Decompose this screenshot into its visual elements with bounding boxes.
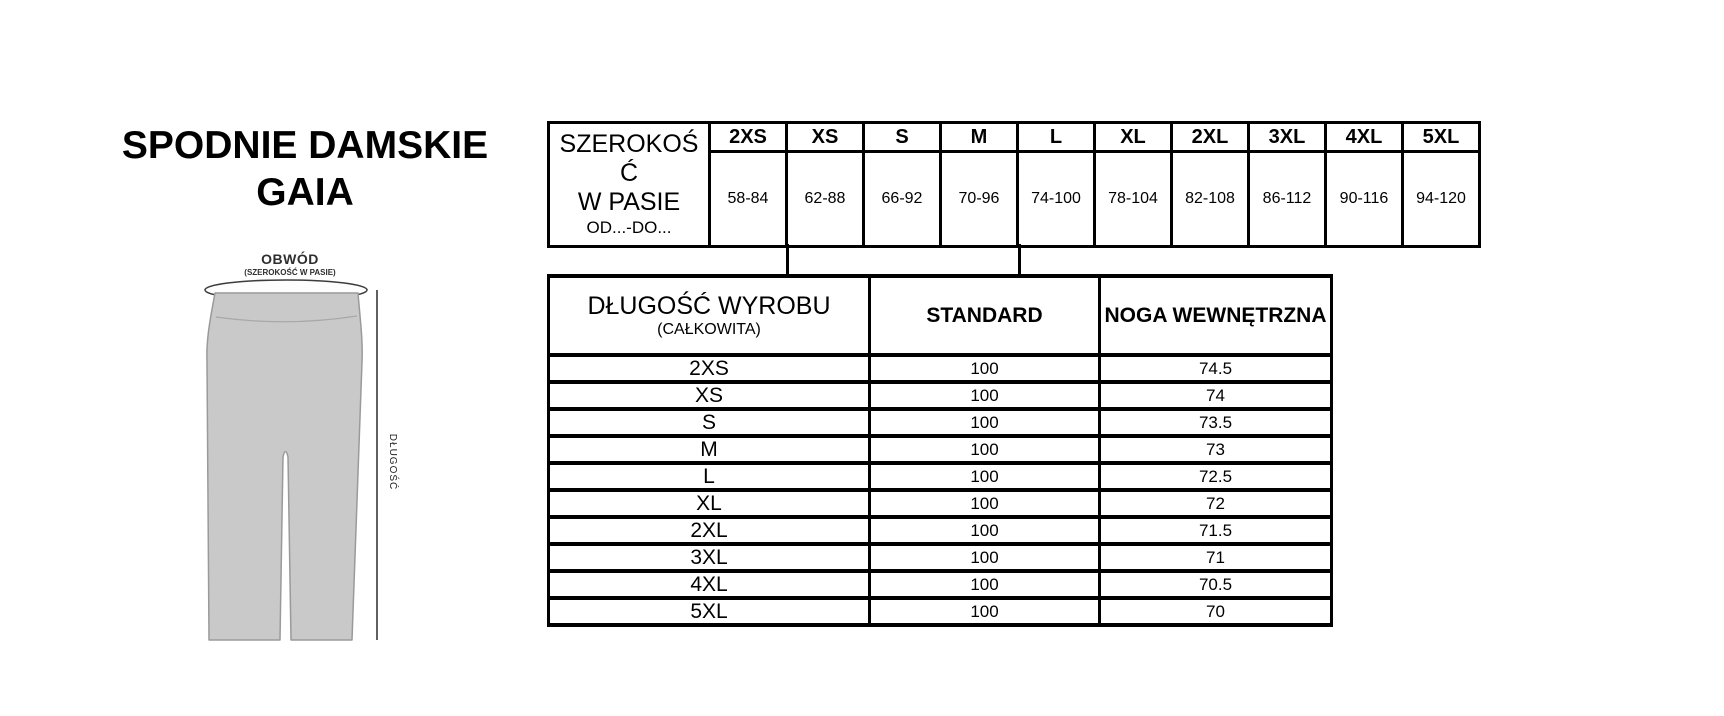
- size-cell: XS: [549, 382, 870, 409]
- size-header-cell: M: [941, 123, 1018, 152]
- circumference-label: OBWÓD: [261, 251, 319, 267]
- product-length-sublabel: (CAŁKOWITA): [657, 321, 761, 338]
- pants-shape: [207, 293, 362, 640]
- table-row: [549, 490, 1332, 517]
- table-connector-line: [786, 244, 789, 277]
- size-header-cell: 5XL: [1403, 123, 1480, 152]
- size-cell: 2XS: [549, 355, 870, 382]
- size-header-cell: XL: [1095, 123, 1172, 152]
- standard-cell: 100: [870, 490, 1100, 517]
- table-row: [549, 382, 1332, 409]
- inner-leg-cell: 70: [1100, 598, 1332, 625]
- size-header-cell: 2XS: [710, 123, 787, 152]
- inner-leg-cell: 73: [1100, 436, 1332, 463]
- table-row: [549, 409, 1332, 436]
- waist-table-header-cell: [549, 123, 710, 247]
- inner-leg-cell: 72.5: [1100, 463, 1332, 490]
- waist-range-cell: 58-84: [710, 152, 787, 247]
- waist-range-cell: 66-92: [864, 152, 941, 247]
- size-header-cell: 4XL: [1326, 123, 1403, 152]
- size-header-cell: S: [864, 123, 941, 152]
- table-row: [549, 571, 1332, 598]
- circumference-sublabel: (SZEROKOŚĆ W PASIE): [244, 268, 336, 277]
- size-header-cell: 3XL: [1249, 123, 1326, 152]
- inner-leg-cell: 74: [1100, 382, 1332, 409]
- standard-cell: 100: [870, 355, 1100, 382]
- waist-header-line2: Ć: [619, 159, 639, 187]
- size-header-cell: XS: [787, 123, 864, 152]
- waist-range-cell: 74-100: [1018, 152, 1095, 247]
- table-row: [549, 355, 1332, 382]
- size-cell: S: [549, 409, 870, 436]
- size-cell: XL: [549, 490, 870, 517]
- waist-range-cell: 78-104: [1095, 152, 1172, 247]
- table-row: [549, 544, 1332, 571]
- inner-leg-cell: 74.5: [1100, 355, 1332, 382]
- size-cell: 3XL: [549, 544, 870, 571]
- table-row: [549, 598, 1332, 625]
- length-label: DŁUGOŚĆ: [387, 433, 398, 491]
- inner-leg-cell: 72: [1100, 490, 1332, 517]
- size-cell: 2XL: [549, 517, 870, 544]
- size-header-cell: 2XL: [1172, 123, 1249, 152]
- standard-cell: 100: [870, 436, 1100, 463]
- table-connector-line: [1018, 244, 1021, 277]
- waist-header-line3: W PASIE: [577, 188, 681, 216]
- page-title-line2: GAIA: [256, 171, 354, 214]
- inner-leg-cell: 71: [1100, 544, 1332, 571]
- size-cell: 4XL: [549, 571, 870, 598]
- waist-range-cell: 94-120: [1403, 152, 1480, 247]
- waist-range-cell: 90-116: [1326, 152, 1403, 247]
- waist-range-cell: 82-108: [1172, 152, 1249, 247]
- size-cell: 5XL: [549, 598, 870, 625]
- inner-leg-cell: 71.5: [1100, 517, 1332, 544]
- length-table-header-cell: [549, 276, 870, 355]
- pants-diagram: [170, 245, 410, 665]
- waist-header-sub: OD...-DO...: [586, 218, 672, 237]
- standard-cell: 100: [870, 598, 1100, 625]
- inner-leg-cell: 73.5: [1100, 409, 1332, 436]
- standard-cell: 100: [870, 463, 1100, 490]
- page-title-line1: SPODNIE DAMSKIE: [121, 124, 489, 167]
- size-cell: M: [549, 436, 870, 463]
- standard-cell: 100: [870, 517, 1100, 544]
- standard-cell: 100: [870, 409, 1100, 436]
- waist-width-table: [547, 121, 1481, 248]
- size-header-cell: L: [1018, 123, 1095, 152]
- product-length-table: [547, 274, 1333, 627]
- table-row: [549, 517, 1332, 544]
- inner-leg-header-cell: NOGA WEWNĘTRZNA: [1100, 276, 1332, 355]
- waist-range-cell: 70-96: [941, 152, 1018, 247]
- standard-cell: 100: [870, 544, 1100, 571]
- standard-cell: 100: [870, 571, 1100, 598]
- product-length-label: DŁUGOŚĆ WYROBU: [587, 292, 831, 320]
- size-cell: L: [549, 463, 870, 490]
- standard-header-cell: STANDARD: [870, 276, 1100, 355]
- waist-range-cell: 86-112: [1249, 152, 1326, 247]
- standard-cell: 100: [870, 382, 1100, 409]
- inner-leg-cell: 70.5: [1100, 571, 1332, 598]
- waist-range-cell: 62-88: [787, 152, 864, 247]
- waist-header-line1: SZEROKOŚ: [559, 130, 699, 158]
- table-row: [549, 463, 1332, 490]
- table-row: [549, 436, 1332, 463]
- page-title: [85, 122, 525, 216]
